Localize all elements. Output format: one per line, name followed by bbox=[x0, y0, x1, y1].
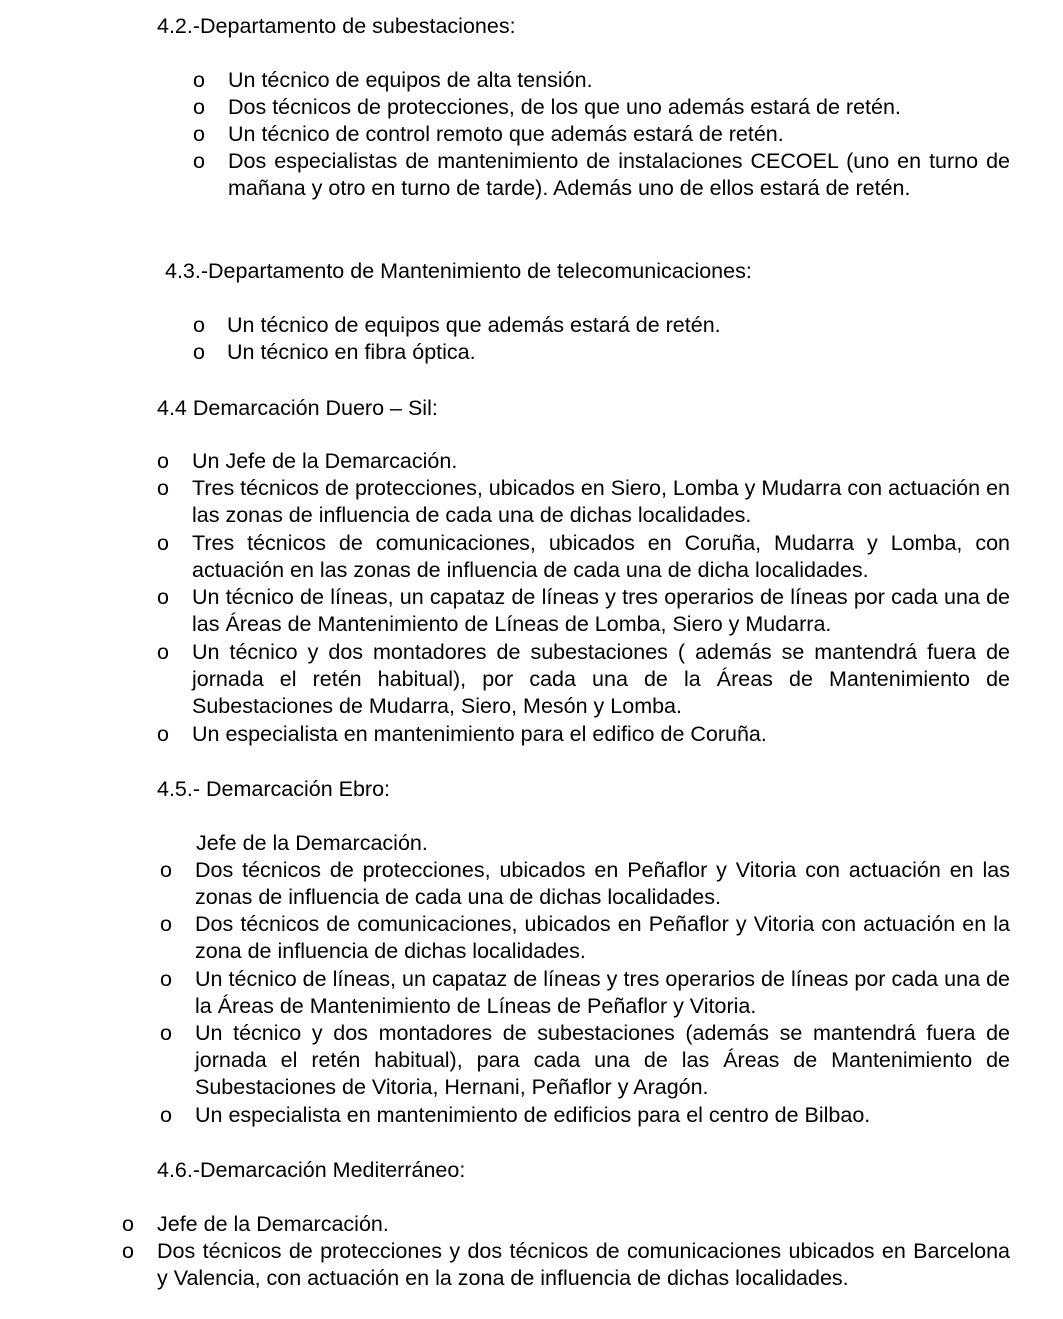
list-item bbox=[157, 584, 1010, 638]
list-item-text: Dos técnicos de protecciones, de los que uno además estará de retén. bbox=[228, 95, 901, 119]
list-item bbox=[193, 94, 1010, 121]
list-item-text: Un especialista en mantenimiento de edificios para el centro de Bilbao. bbox=[195, 1103, 871, 1127]
bullet: o bbox=[160, 967, 172, 991]
section-heading-4-2: 4.2.-Departamento de subestaciones: bbox=[157, 14, 516, 38]
list-item bbox=[160, 966, 1010, 1020]
list-item-text: Tres técnicos de protecciones, ubicados en Siero, Lomba y Mudarra con actuación en las zonas de influencia de cada una de dichas localidades. bbox=[192, 476, 1010, 528]
bullet: o bbox=[160, 858, 172, 882]
list-item-text: Un Jefe de la Demarcación. bbox=[192, 449, 458, 473]
section-heading-4-5: 4.5.- Demarcación Ebro: bbox=[157, 777, 391, 801]
list-item-text: Dos especialistas de mantenimiento de instalaciones CECOEL (uno en turno de mañana y otro en turno de tarde). Además uno de ellos estará de retén. bbox=[228, 149, 1010, 201]
list-item bbox=[193, 121, 1010, 148]
list-item-text: Un técnico de equipos que además estará de retén. bbox=[227, 313, 721, 337]
list-item-text: Un técnico de líneas, un capataz de líneas y tres operarios de líneas por cada una de las Áreas de Mantenimiento de Líneas de Lomba, Siero y Mudarra. bbox=[192, 585, 1010, 637]
list-item-text: Dos técnicos de protecciones, ubicados en Peñaflor y Vitoria con actuación en las zonas de influencia de cada una de dichas localidades. bbox=[195, 858, 1010, 910]
bullet: o bbox=[157, 585, 169, 609]
bullet: o bbox=[160, 1103, 172, 1127]
list-item bbox=[157, 721, 1010, 748]
list-item-text: Dos técnicos de protecciones y dos técnicos de comunicaciones ubicados en Barcelona y Valencia, con actuación en la zona de influencia de dichas localidades. bbox=[157, 1239, 1010, 1291]
list-item bbox=[157, 448, 1010, 475]
bullet: o bbox=[193, 122, 205, 146]
list-item-text: Dos técnicos de comunicaciones, ubicados en Peñaflor y Vitoria con actuación en la zona de influencia de dichas localidades. bbox=[195, 912, 1010, 964]
list-item-text: Un técnico de control remoto que además estará de retén. bbox=[228, 122, 784, 146]
list-item bbox=[160, 857, 1010, 911]
bullet: o bbox=[193, 313, 205, 337]
bullet: o bbox=[160, 1021, 172, 1045]
bullet: o bbox=[157, 722, 169, 746]
list-item bbox=[193, 148, 1010, 202]
bullet: o bbox=[157, 640, 169, 664]
list-item-text: Tres técnicos de comunicaciones, ubicados en Coruña, Mudarra y Lomba, con actuación en las zonas de influencia de cada una de dicha localidades. bbox=[192, 531, 1010, 583]
bullet: o bbox=[157, 476, 169, 500]
bullet: o bbox=[157, 531, 169, 555]
list-item bbox=[193, 339, 1010, 366]
bullet: o bbox=[160, 912, 172, 936]
list-item bbox=[160, 911, 1010, 965]
bullet: o bbox=[157, 449, 169, 473]
list-item bbox=[160, 1102, 1010, 1129]
list-item bbox=[122, 1211, 1010, 1238]
bullet: o bbox=[122, 1212, 134, 1236]
list-item bbox=[157, 639, 1010, 721]
list-item bbox=[157, 475, 1010, 529]
list-item bbox=[160, 830, 1010, 857]
list-item bbox=[157, 530, 1010, 584]
section-heading-4-3: 4.3.-Departamento de Mantenimiento de telecomunicaciones: bbox=[165, 259, 752, 283]
list-item-text: Jefe de la Demarcación. bbox=[196, 831, 428, 855]
bullet: o bbox=[193, 149, 205, 173]
list-item-text: Un técnico de líneas, un capataz de líneas y tres operarios de líneas por cada una de la Áreas de Mantenimiento de Líneas de Peñaflor y Vitoria. bbox=[195, 967, 1010, 1019]
list-item bbox=[122, 1238, 1010, 1292]
list-item-text: Un técnico y dos montadores de subestaciones ( además se mantendrá fuera de jornada el retén habitual), por cada una de la Áreas de Mantenimiento de Subestaciones de Mudarra, Siero, Mesón y Lomba. bbox=[192, 640, 1010, 719]
bullet-placeholder bbox=[160, 830, 196, 857]
list-item bbox=[193, 67, 1010, 94]
list-item bbox=[193, 312, 1010, 339]
section-heading-4-6: 4.6.-Demarcación Mediterráneo: bbox=[157, 1158, 466, 1182]
list-item-text: Un técnico de equipos de alta tensión. bbox=[228, 68, 593, 92]
bullet: o bbox=[193, 340, 205, 364]
section-heading-4-4: 4.4 Demarcación Duero – Sil: bbox=[157, 396, 438, 420]
list-item-text: Un técnico en fibra óptica. bbox=[227, 340, 476, 364]
list-item-text: Un especialista en mantenimiento para el edifico de Coruña. bbox=[192, 722, 767, 746]
bullet: o bbox=[193, 95, 205, 119]
list-item bbox=[160, 1020, 1010, 1102]
list-item-text: Un técnico y dos montadores de subestaciones (además se mantendrá fuera de jornada el retén habitual), para cada una de las Áreas de Mantenimiento de Subestaciones de Vitoria, Hernani, Peñaflor y Aragón. bbox=[195, 1021, 1010, 1100]
bullet: o bbox=[122, 1239, 134, 1263]
bullet: o bbox=[193, 68, 205, 92]
list-item-text: Jefe de la Demarcación. bbox=[157, 1212, 389, 1236]
